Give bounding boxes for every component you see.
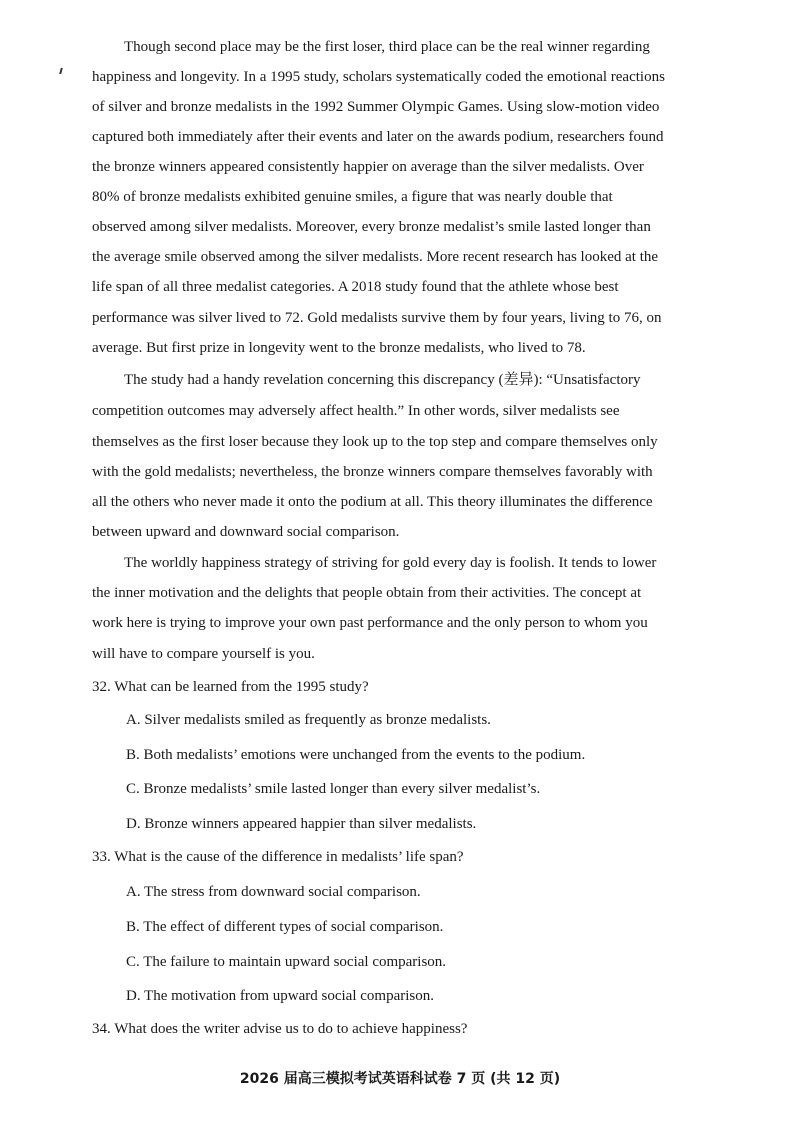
passage-line: average. But first prize in longevity went to the bronze medalists, who lived to 78. <box>92 340 586 356</box>
passage-line: The study had a handy revelation concerning this discrepancy (差异): “Unsatisfactory <box>124 372 641 388</box>
passage-line: happiness and longevity. In a 1995 study, scholars systematically coded the emotional reactions <box>92 69 665 85</box>
passage-line: all the others who never made it onto the podium at all. This theory illuminates the difference <box>92 494 653 510</box>
passage-line: with the gold medalists; nevertheless, the bronze winners compare themselves favorably with <box>92 464 653 480</box>
page-footer: 2026 届高三模拟考试英语科试卷 7 页 (共 12 页) <box>239 1071 561 1087</box>
passage-line: performance was silver lived to 72. Gold medalists survive them by four years, living to 76, on <box>92 310 662 326</box>
passage-line: work here is trying to improve your own past performance and the only person to whom you <box>92 615 648 631</box>
passage-line: 80% of bronze medalists exhibited genuine smiles, a figure that was nearly double that <box>92 189 613 205</box>
question-32-option-a: A. Silver medalists smiled as frequently as bronze medalists. <box>126 712 491 728</box>
passage-line: life span of all three medalist categories. A 2018 study found that the athlete whose best <box>92 279 619 295</box>
question-33-stem: 33. What is the cause of the difference in medalists’ life span? <box>92 849 464 865</box>
question-32-option-b: B. Both medalists’ emotions were unchanged from the events to the podium. <box>126 747 586 763</box>
margin-mark <box>59 68 63 74</box>
question-33-option-b: B. The effect of different types of social comparison. <box>126 919 444 935</box>
question-33-option-d: D. The motivation from upward social comparison. <box>126 988 434 1004</box>
passage-line: observed among silver medalists. Moreover, every bronze medalist’s smile lasted longer than <box>92 219 651 235</box>
passage-line: The worldly happiness strategy of striving for gold every day is foolish. It tends to lower <box>124 555 657 571</box>
passage-line: Though second place may be the first loser, third place can be the real winner regarding <box>124 39 650 55</box>
question-32-option-d: D. Bronze winners appeared happier than silver medalists. <box>126 816 477 832</box>
passage-line: will have to compare yourself is you. <box>92 646 315 662</box>
passage-line: captured both immediately after their events and later on the awards podium, researchers found <box>92 129 664 145</box>
question-32-option-c: C. Bronze medalists’ smile lasted longer than every silver medalist’s. <box>126 781 541 797</box>
passage-line: of silver and bronze medalists in the 1992 Summer Olympic Games. Using slow-motion video <box>92 99 660 115</box>
question-34-stem: 34. What does the writer advise us to do to achieve happiness? <box>92 1021 468 1037</box>
passage-line: between upward and downward social comparison. <box>92 524 400 540</box>
question-33-option-c: C. The failure to maintain upward social comparison. <box>126 954 447 970</box>
passage-line: themselves as the first loser because they look up to the top step and compare themselves only <box>92 434 658 450</box>
passage-line: competition outcomes may adversely affect health.” In other words, silver medalists see <box>92 403 620 419</box>
passage-line: the average smile observed among the silver medalists. More recent research has looked at the <box>92 249 659 265</box>
question-33-option-a: A. The stress from downward social comparison. <box>126 884 421 900</box>
passage-line: the inner motivation and the delights that people obtain from their activities. The concept at <box>92 585 642 601</box>
passage-line: the bronze winners appeared consistently happier on average than the silver medalists. Over <box>92 159 644 175</box>
question-32-stem: 32. What can be learned from the 1995 study? <box>92 679 369 695</box>
